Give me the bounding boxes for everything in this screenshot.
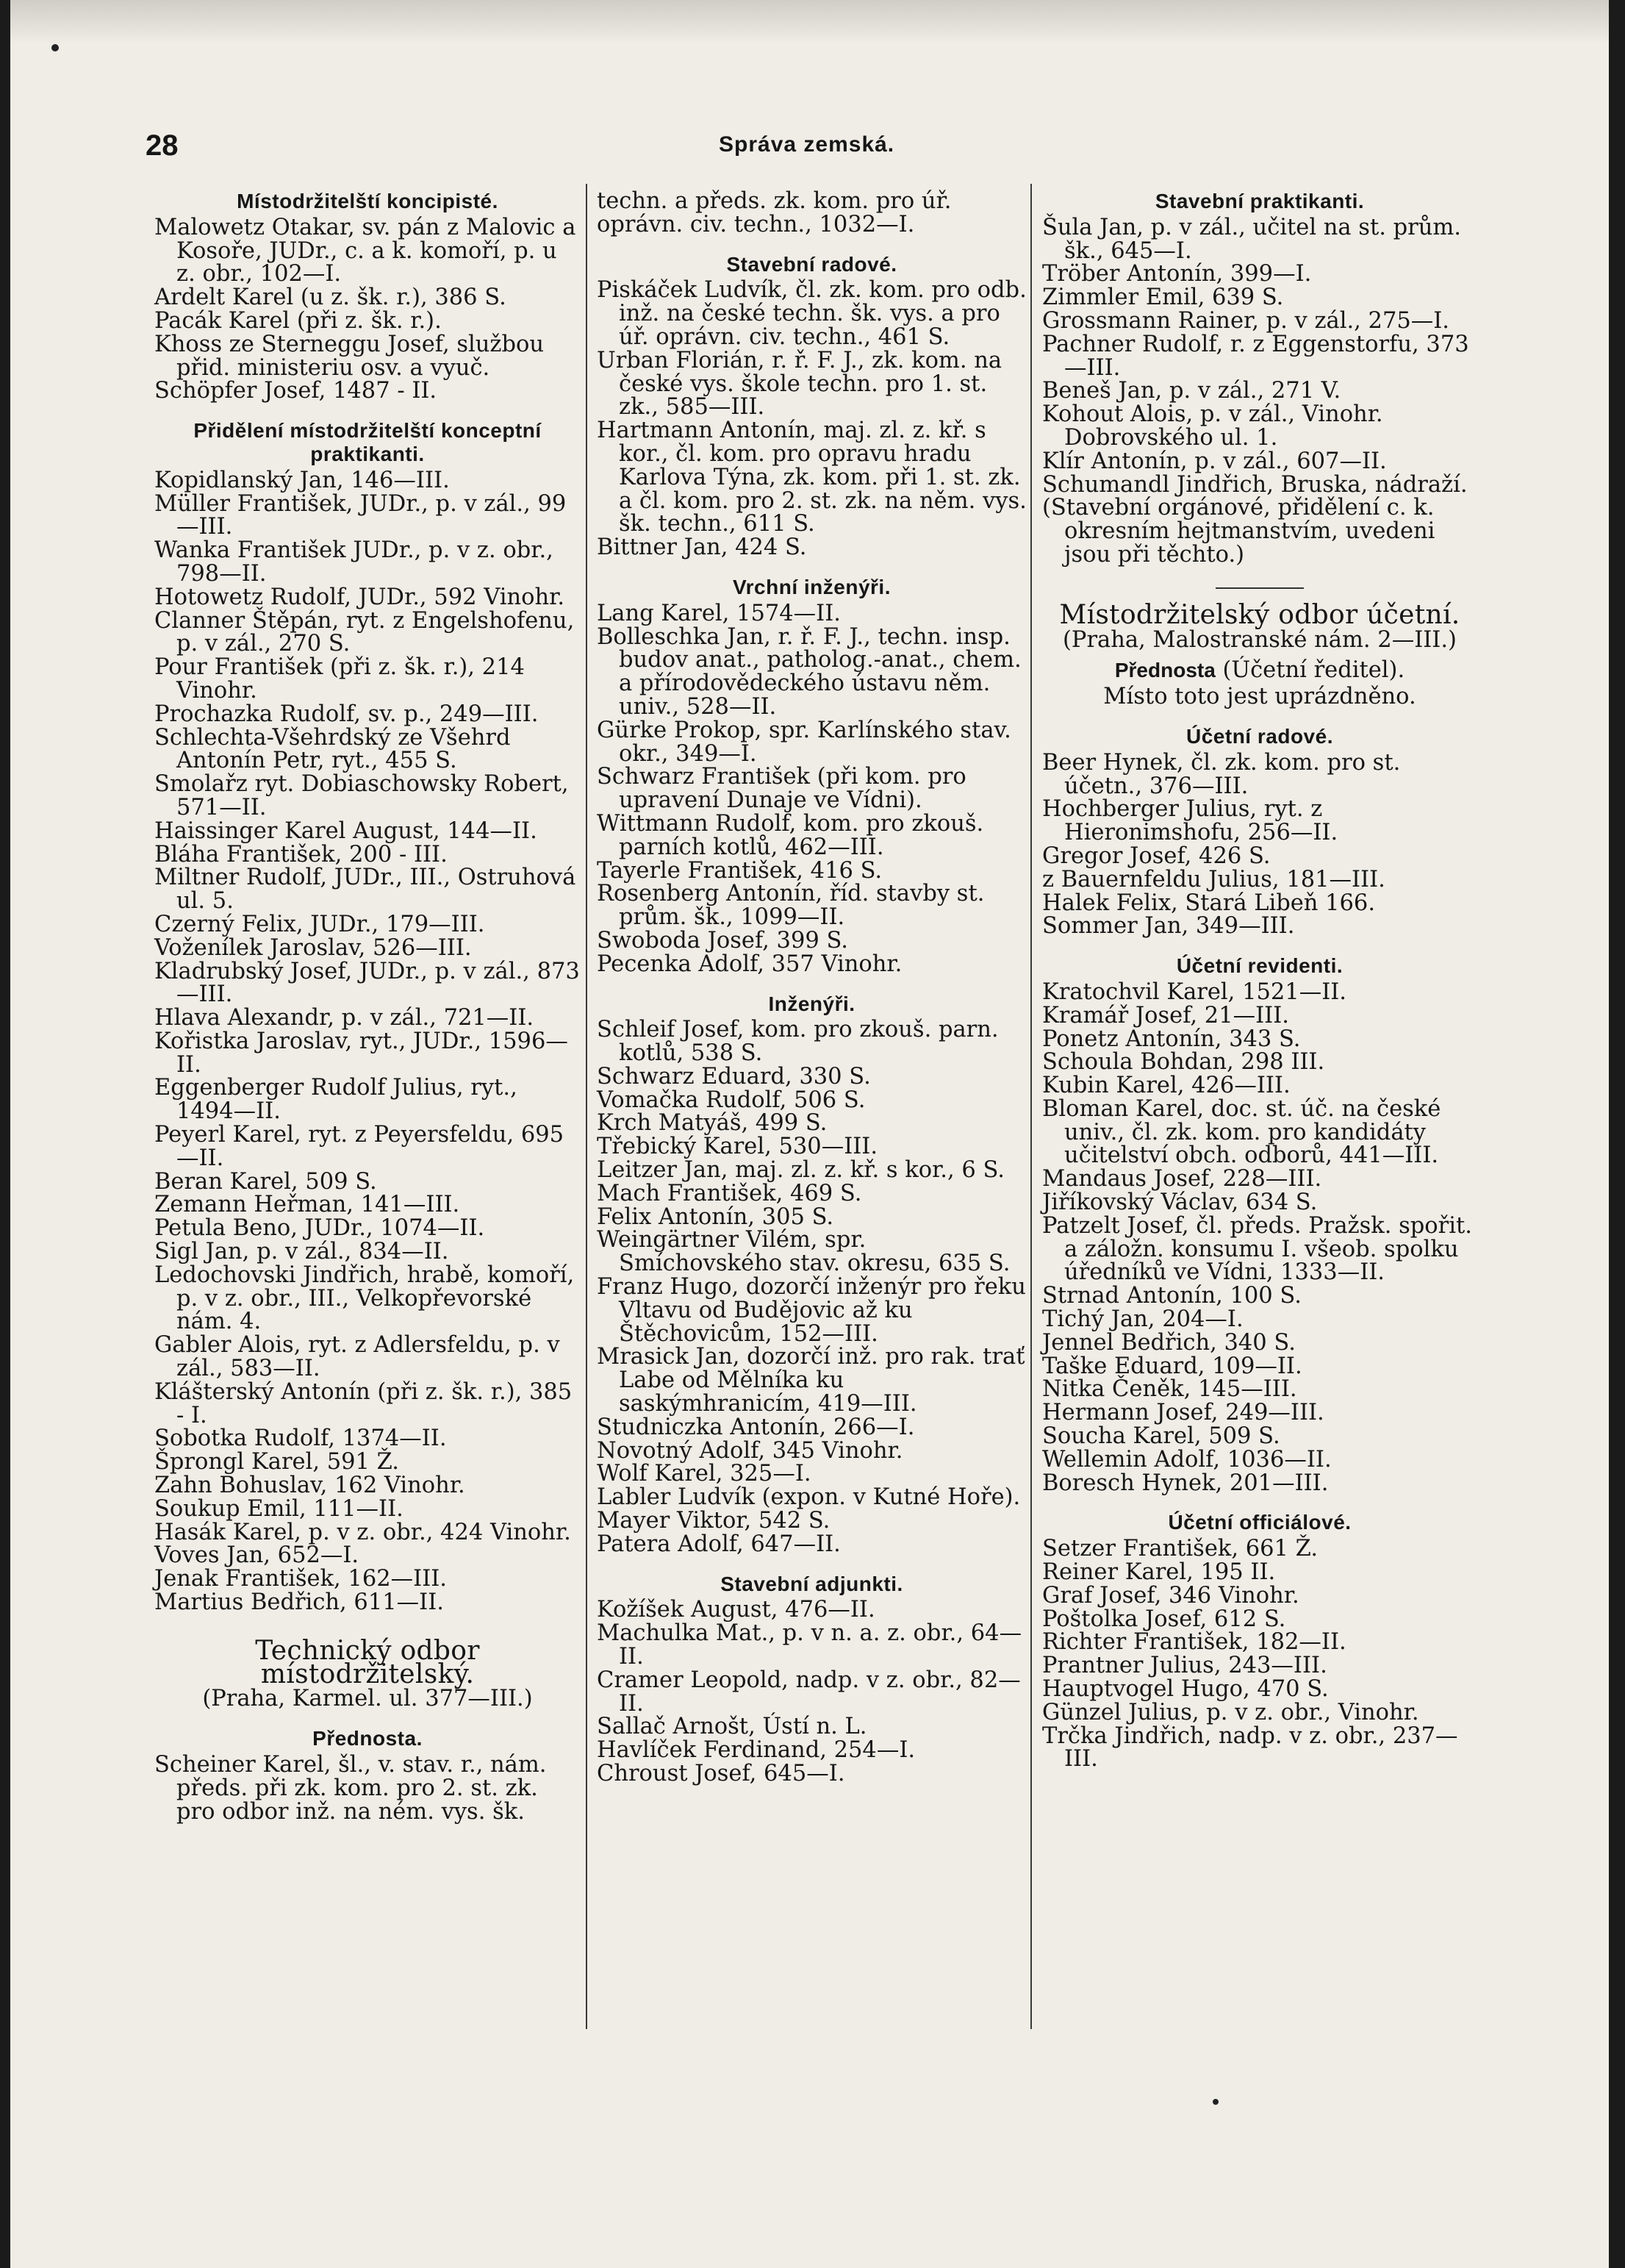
list-item: Kladrubský Josef, JUDr., p. v zál., 873—III. bbox=[154, 958, 580, 1008]
continued-entry: techn. a předs. zk. kom. pro úř. oprávn. civ. techn., 1032—I. bbox=[597, 188, 952, 237]
list-item: Cramer Leopold, nadp. v z. obr., 82—II. bbox=[597, 1667, 1021, 1717]
list-item: Kramář Josef, 21—III. bbox=[1042, 1002, 1289, 1029]
list-item: Wanka František JUDr., p. v z. obr., 798—II. bbox=[154, 537, 553, 587]
list-item: Zemann Heřman, 141—III. bbox=[154, 1192, 460, 1218]
section-heading: Účetní radové. bbox=[1186, 724, 1333, 748]
list-item: Schwarz František (při kom. pro upravení Dunaje ve Vídni). bbox=[597, 764, 966, 814]
list-item: Taške Eduard, 109—II. bbox=[1042, 1353, 1302, 1379]
list-item: Bittner Jan, 424 S. bbox=[597, 534, 807, 561]
scan-right-edge bbox=[1609, 0, 1625, 2268]
section-heading: Inženýři. bbox=[768, 992, 855, 1015]
list-item: Kohout Alois, p. v zál., Vinohr. Dobrovského ul. 1. bbox=[1042, 401, 1383, 451]
list-item: Šula Jan, p. v zál., učitel na st. prům. šk., 645—I. bbox=[1042, 214, 1461, 264]
list-item: Schoula Bohdan, 298 III. bbox=[1042, 1049, 1325, 1076]
column-divider-1 bbox=[586, 184, 587, 2029]
entry-list bbox=[597, 602, 1027, 976]
list-item: Wolf Karel, 325—I. bbox=[597, 1461, 811, 1487]
column-1 bbox=[154, 190, 581, 1823]
director-heading: Přednosta bbox=[1114, 659, 1216, 682]
list-item: Reiner Karel, 195 II. bbox=[1042, 1559, 1276, 1586]
list-item: Pour František (při z. šk. r.), 214 Vinohr. bbox=[154, 654, 525, 704]
list-item: Klír Antonín, p. v zál., 607—II. bbox=[1042, 448, 1387, 474]
section-heading: Vrchní inženýři. bbox=[733, 575, 891, 598]
list-item: Hochberger Julius, ryt. z Hieronimshofu, 256—II. bbox=[1042, 796, 1338, 846]
list-item: Schlechta-Všehrdský ze Všehrd Antonín Petr, ryt., 455 S. bbox=[154, 724, 511, 774]
list-item: Grossmann Rainer, p. v zál., 275—I. bbox=[1042, 307, 1450, 334]
department-title: Místodržitelský odbor účetní. bbox=[1059, 599, 1460, 630]
entry-list bbox=[597, 1018, 1027, 1556]
list-item: Poštolka Josef, 612 S. bbox=[1042, 1606, 1286, 1632]
list-item: Chroust Josef, 645—I. bbox=[597, 1761, 845, 1786]
list-item: Gregor Josef, 426 S. bbox=[1042, 843, 1271, 869]
director-title: (Účetní ředitel). bbox=[1215, 657, 1405, 684]
scan-speck bbox=[1213, 2099, 1219, 2105]
list-item: Tichý Jan, 204—I. bbox=[1042, 1306, 1244, 1333]
entry-list bbox=[597, 1598, 1027, 1785]
section-heading: Stavební radové. bbox=[726, 252, 897, 276]
list-item: Petula Beno, JUDr., 1074—II. bbox=[154, 1215, 485, 1242]
department-title: Technický odbor místodržitelský. bbox=[255, 1635, 480, 1689]
list-item: Prochazka Rudolf, sv. p., 249—III. bbox=[154, 701, 539, 727]
list-item: Hartmann Antonín, maj. zl. z. kř. s kor., čl. kom. pro opravu hradu Karlova Týna, zk. kom. při 1. st. zk. a čl. kom. pro 2. st. zk. na něm. vys. šk. techn., 611 S. bbox=[597, 418, 1027, 537]
list-item: Mandaus Josef, 228—III. bbox=[1042, 1166, 1322, 1192]
entry-list bbox=[154, 1753, 581, 1823]
list-item: Peyerl Karel, ryt. z Peyersfeldu, 695—II. bbox=[154, 1122, 564, 1171]
department-address: (Praha, Karmel. ul. 377—III.) bbox=[202, 1686, 533, 1712]
section-heading: Přidělení místodržitelští konceptní praktikanti. bbox=[193, 419, 542, 465]
list-item: Ledochovski Jindřich, hrabě, komoří, p. v z. obr., III., Velkopřevorské nám. 4. bbox=[154, 1262, 575, 1335]
list-item: Schwarz Eduard, 330 S. bbox=[597, 1063, 871, 1090]
list-item: Zahn Bohuslav, 162 Vinohr. bbox=[154, 1473, 465, 1499]
list-item: Franz Hugo, dozorčí inženýr pro řeku Vltavu od Budějovic až ku Štěchovicům, 152—III. bbox=[597, 1274, 1026, 1347]
list-item: Richter František, 182—II. bbox=[1042, 1629, 1346, 1656]
section-heading: Stavební adjunkti. bbox=[720, 1572, 903, 1595]
list-item: Boresch Hynek, 201—III. bbox=[1042, 1470, 1329, 1496]
list-item: Hauptvogel Hugo, 470 S. bbox=[1042, 1676, 1329, 1703]
section-heading: Přednosta. bbox=[312, 1727, 423, 1750]
list-item: Beran Karel, 509 S. bbox=[154, 1168, 377, 1195]
list-item: Haissinger Karel August, 144—II. bbox=[154, 818, 537, 844]
list-item: Bolleschka Jan, r. ř. F. J., techn. insp. budov anat., patholog.-anat., chem. a přírodovědeckého ústavu něm. univ., 528—II. bbox=[597, 623, 1022, 720]
list-item: Pachner Rudolf, r. z Eggenstorfu, 373—III. bbox=[1042, 331, 1469, 381]
entry-list bbox=[1042, 751, 1477, 938]
list-item: z Bauernfeldu Julius, 181—III. bbox=[1042, 866, 1385, 892]
vacancy-note: Místo toto jest uprázdněno. bbox=[1103, 684, 1416, 710]
list-item: Halek Felix, Stará Libeň 166. bbox=[1042, 890, 1376, 916]
column-3 bbox=[1042, 190, 1477, 1771]
list-item: Šprongl Karel, 591 Ž. bbox=[154, 1449, 399, 1475]
list-item: Gürke Prokop, spr. Karlínského stav. okr., 349—I. bbox=[597, 717, 1011, 767]
list-item: Strnad Antonín, 100 S. bbox=[1042, 1283, 1302, 1309]
list-item: Hlava Alexandr, p. v zál., 721—II. bbox=[154, 1005, 534, 1031]
list-item: Weingärtner Vilém, spr. Smíchovského stav. okresu, 635 S. bbox=[597, 1227, 1011, 1277]
section-heading: Stavební praktikanti. bbox=[1155, 190, 1365, 212]
list-item: Tröber Antonín, 399—I. bbox=[1042, 261, 1312, 287]
list-item: Clanner Štěpán, ryt. z Engelshofenu, p. v zál., 270 S. bbox=[154, 607, 575, 657]
entry-list bbox=[597, 279, 1027, 559]
list-item: Kratochvil Karel, 1521—II. bbox=[1042, 979, 1346, 1005]
list-item: Lang Karel, 1574—II. bbox=[597, 600, 841, 626]
list-item: Mayer Viktor, 542 S. bbox=[597, 1508, 831, 1534]
list-item: Sommer Jan, 349—III. bbox=[1042, 913, 1295, 940]
list-item: Kořistka Jaroslav, ryt., JUDr., 1596—II. bbox=[154, 1028, 568, 1078]
entry-list bbox=[1042, 1537, 1477, 1771]
scan-speck bbox=[51, 44, 59, 51]
list-item: Voženílek Jaroslav, 526—III. bbox=[154, 934, 472, 961]
list-item: Schöpfer Josef, 1487 - II. bbox=[154, 378, 437, 404]
section-heading: Účetní officiálové. bbox=[1168, 1511, 1352, 1534]
list-item: Labler Ludvík (expon. v Kutné Hoře). bbox=[597, 1484, 1021, 1511]
list-item: Soucha Karel, 509 S. bbox=[1042, 1423, 1280, 1450]
list-item: Kubin Karel, 426—III. bbox=[1042, 1073, 1291, 1099]
list-item: Miltner Rudolf, JUDr., III., Ostruhová ul. 5. bbox=[154, 865, 576, 915]
section-note: (Stavební orgánové, přidělení c. k. okresním hejtmanstvím, uvedeni jsou při těchto.) bbox=[1042, 495, 1435, 568]
separator-rule bbox=[1216, 587, 1304, 589]
list-item: Wittmann Rudolf, kom. pro zkouš. parních kotlů, 462—III. bbox=[597, 810, 984, 860]
column-divider-2 bbox=[1030, 184, 1032, 2029]
entry-list bbox=[1042, 981, 1477, 1495]
list-item: Mach František, 469 S. bbox=[597, 1180, 862, 1206]
list-item: Wellemin Adolf, 1036—II. bbox=[1042, 1446, 1332, 1473]
list-item: Felix Antonín, 305 S. bbox=[597, 1203, 834, 1230]
list-item: Bláha František, 200 - III. bbox=[154, 841, 448, 868]
list-item: Scheiner Karel, šl., v. stav. r., nám. předs. při zk. kom. pro 2. st. zk. pro odbor inž. na ném. vys. šk. bbox=[154, 1752, 547, 1825]
list-item: Jennel Bedřich, 340 S. bbox=[1042, 1329, 1296, 1356]
list-item: Prantner Julius, 243—III. bbox=[1042, 1653, 1327, 1679]
department-address: (Praha, Malostranské nám. 2—III.) bbox=[1063, 626, 1457, 653]
list-item: Tayerle František, 416 S. bbox=[597, 857, 883, 884]
list-item: Hermann Josef, 249—III. bbox=[1042, 1400, 1324, 1426]
list-item: Jenak František, 162—III. bbox=[154, 1566, 447, 1592]
list-item: Hasák Karel, p. v z. obr., 424 Vinohr. bbox=[154, 1519, 571, 1545]
list-item: Vomačka Rudolf, 506 S. bbox=[597, 1087, 866, 1113]
list-item: Ardelt Karel (u z. šk. r.), 386 S. bbox=[154, 285, 506, 311]
entry-list bbox=[154, 216, 581, 403]
list-item: Schleif Josef, kom. pro zkouš. parn. kotlů, 538 S. bbox=[597, 1017, 999, 1067]
running-head: Správa zemská. bbox=[719, 132, 895, 157]
list-item: Pacák Karel (při z. šk. r.). bbox=[154, 307, 442, 334]
list-item: Malowetz Otakar, sv. pán z Malovic a Kosoře, JUDr., c. a k. komoří, p. u z. obr., 102—I. bbox=[154, 214, 576, 287]
column-2 bbox=[597, 190, 1027, 1786]
list-item: Eggenberger Rudolf Julius, ryt., 1494—II. bbox=[154, 1075, 517, 1125]
list-item: Swoboda Josef, 399 S. bbox=[597, 927, 848, 954]
list-item: Beneš Jan, p. v zál., 271 V. bbox=[1042, 378, 1341, 404]
list-item: Müller František, JUDr., p. v zál., 99—III. bbox=[154, 490, 567, 540]
list-item: Kožíšek August, 476—II. bbox=[597, 1597, 875, 1623]
list-item: Gabler Alois, ryt. z Adlersfeldu, p. v zál., 583—II. bbox=[154, 1332, 560, 1382]
section-heading: Účetní revidenti. bbox=[1176, 954, 1344, 978]
list-item: Setzer František, 661 Ž. bbox=[1042, 1536, 1319, 1562]
entry-list bbox=[1042, 216, 1477, 497]
list-item: Günzel Julius, p. v z. obr., Vinohr. bbox=[1042, 1699, 1419, 1725]
list-item: Pecenka Adolf, 357 Vinohr. bbox=[597, 951, 903, 977]
list-item: Beer Hynek, čl. zk. kom. pro st. účetn., 376—III. bbox=[1042, 749, 1401, 799]
list-item: Khoss ze Sterneggu Josef, službou přid. ministeriu osv. a vyuč. bbox=[154, 331, 544, 381]
list-item: Smolařz ryt. Dobiaschowsky Robert, 571—II. bbox=[154, 771, 569, 820]
scan-left-edge bbox=[0, 0, 10, 2268]
list-item: Urban Florián, r. ř. F. J., zk. kom. na české vys. škole techn. pro 1. st. zk., 585—III. bbox=[597, 347, 1002, 421]
list-item: Kopidlanský Jan, 146—III. bbox=[154, 467, 450, 493]
list-item: Havlíček Ferdinand, 254—I. bbox=[597, 1737, 916, 1764]
list-item: Rosenberg Antonín, říd. stavby st. prům. šk., 1099—II. bbox=[597, 881, 985, 931]
list-item: Martius Bedřich, 611—II. bbox=[154, 1589, 444, 1616]
list-item: Patzelt Josef, čl. předs. Pražsk. spořit. a záložn. konsumu I. všeob. spolku úředníků ve Vídni, 1333—II. bbox=[1042, 1212, 1472, 1286]
list-item: Schumandl Jindřich, Bruska, nádraží. bbox=[1042, 471, 1468, 498]
list-item: Voves Jan, 652—I. bbox=[154, 1542, 359, 1569]
scan-top-shading bbox=[0, 0, 1625, 44]
list-item: Mrasick Jan, dozorčí inž. pro rak. trať Labe od Mělníka ku saskýmhranicím, 419—III. bbox=[597, 1344, 1025, 1417]
list-item: Leitzer Jan, maj. zl. z. kř. s kor., 6 S. bbox=[597, 1157, 1005, 1184]
list-item: Soukup Emil, 111—II. bbox=[154, 1495, 403, 1522]
list-item: Novotný Adolf, 345 Vinohr. bbox=[597, 1437, 903, 1464]
director-heading-line bbox=[1042, 659, 1477, 682]
list-item: Patera Adolf, 647—II. bbox=[597, 1531, 841, 1557]
list-item: Jiříkovský Václav, 634 S. bbox=[1042, 1190, 1318, 1216]
list-item: Třebický Karel, 530—III. bbox=[597, 1134, 878, 1160]
list-item: Trčka Jindřich, nadp. v z. obr., 237—III. bbox=[1042, 1723, 1458, 1772]
list-item: Graf Josef, 346 Vinohr. bbox=[1042, 1582, 1299, 1609]
page-number: 28 bbox=[146, 129, 179, 162]
list-item: Sallač Arnošt, Ústí n. L. bbox=[597, 1714, 867, 1740]
list-item: Piskáček Ludvík, čl. zk. kom. pro odb. inž. na české techn. šk. vys. a pro úř. oprávn. civ. techn., 461 S. bbox=[597, 277, 1027, 350]
list-item: Sobotka Rudolf, 1374—II. bbox=[154, 1425, 447, 1452]
entry-list bbox=[154, 469, 581, 1614]
list-item: Hotowetz Rudolf, JUDr., 592 Vinohr. bbox=[154, 584, 565, 610]
list-item: Bloman Karel, doc. st. úč. na české univ., čl. zk. kom. pro kandidáty učitelství obch. odborů, 441—III. bbox=[1042, 1095, 1441, 1169]
list-item: Zimmler Emil, 639 S. bbox=[1042, 285, 1284, 311]
list-item: Klášterský Antonín (při z. šk. r.), 385 - I. bbox=[154, 1378, 573, 1428]
list-item: Nitka Čeněk, 145—III. bbox=[1042, 1376, 1297, 1403]
list-item: Krch Matyáš, 499 S. bbox=[597, 1110, 828, 1137]
list-item: Czerný Felix, JUDr., 179—III. bbox=[154, 911, 485, 937]
section-heading: Místodržitelští koncipisté. bbox=[237, 190, 498, 212]
list-item: Machulka Mat., p. v n. a. z. obr., 64—II. bbox=[597, 1620, 1022, 1670]
list-item: Ponetz Antonín, 343 S. bbox=[1042, 1026, 1301, 1052]
list-item: Studniczka Antonín, 266—I. bbox=[597, 1414, 915, 1440]
list-item: Sigl Jan, p. v zál., 834—II. bbox=[154, 1239, 449, 1265]
